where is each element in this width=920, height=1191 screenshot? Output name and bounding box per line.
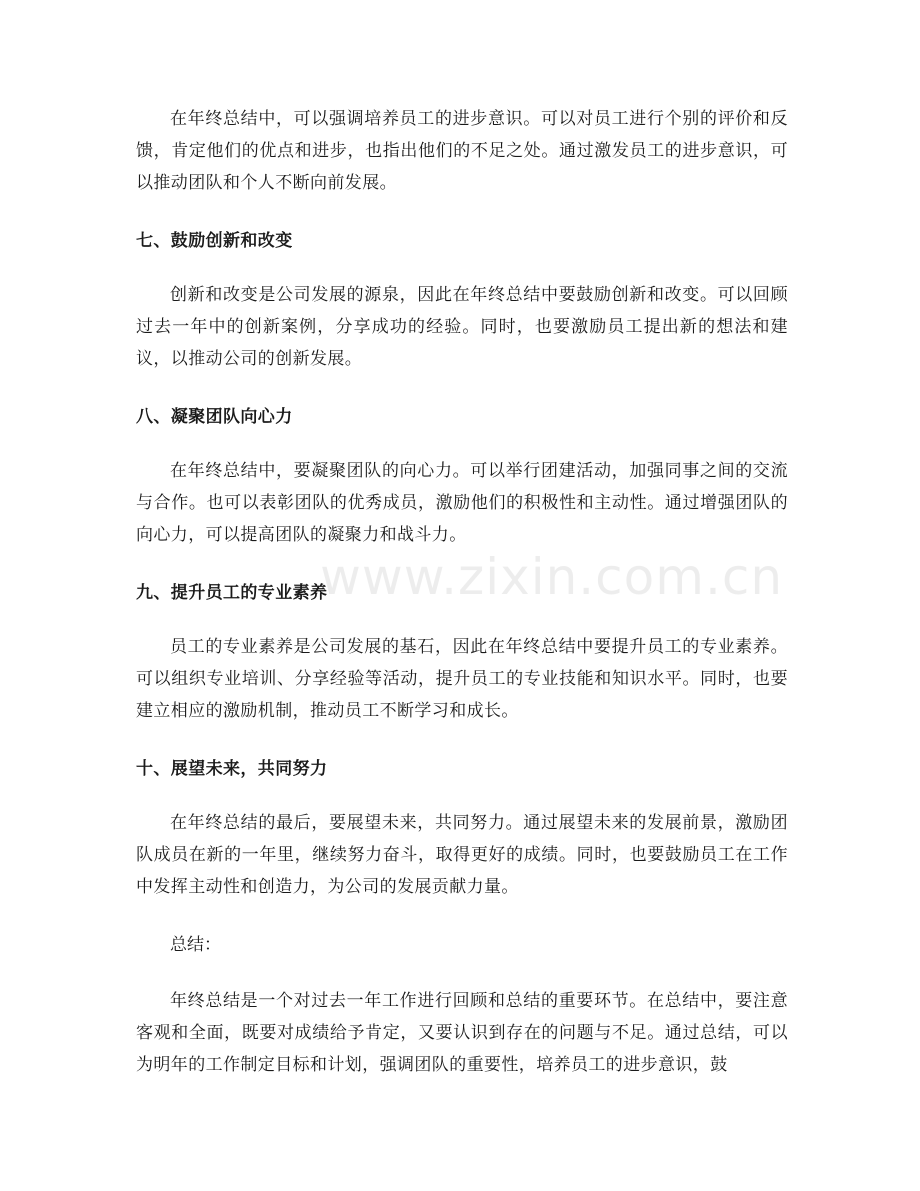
document-body — [136, 103, 788, 1107]
section-7-paragraph: 创新和改变是公司发展的源泉，因此在年终总结中要鼓励创新和改变。可以回顾过去一年中的创新案例，分享成功的经验。同时，也要激励员工提出新的想法和建议，以推动公司的创新发展。 — [136, 285, 788, 369]
watermark: www.zixin.com.cn — [320, 548, 784, 606]
summary-label: 总结： — [170, 935, 221, 955]
section-8-paragraph: 在年终总结中，要凝聚团队的向心力。可以举行团建活动，加强同事之间的交流与合作。也可以表彰团队的优秀成员，激励他们的积极性和主动性。通过增强团队的向心力，可以提高团队的凝聚力和战斗力。 — [136, 461, 788, 545]
summary-paragraph: 年终总结是一个对过去一年工作进行回顾和总结的重要环节。在总结中，要注意客观和全面，既要对成绩给予肯定，又要认识到存在的问题与不足。通过总结，可以为明年的工作制定目标和计划，强调团队的重要性，培养员工的进步意识，鼓 — [136, 991, 788, 1075]
section-10-heading: 十、展望未来，共同努力 — [136, 759, 328, 779]
section-10-paragraph: 在年终总结的最后，要展望未来，共同努力。通过展望未来的发展前景，激励团队成员在新的一年里，继续努力奋斗，取得更好的成绩。同时，也要鼓励员工在工作中发挥主动性和创造力，为公司的发展贡献力量。 — [136, 813, 788, 897]
intro-paragraph: 在年终总结中，可以强调培养员工的进步意识。可以对员工进行个别的评价和反馈，肯定他们的优点和进步，也指出他们的不足之处。通过激发员工的进步意识，可以推动团队和个人不断向前发展。 — [136, 109, 788, 193]
section-9-paragraph: 员工的专业素养是公司发展的基石，因此在年终总结中要提升员工的专业素养。可以组织专业培训、分享经验等活动，提升员工的专业技能和知识水平。同时，也要建立相应的激励机制，推动员工不断学习和成长。 — [136, 637, 788, 721]
section-7-heading: 七、鼓励创新和改变 — [136, 231, 293, 251]
section-8-heading: 八、凝聚团队向心力 — [136, 407, 293, 427]
section-9-heading: 九、提升员工的专业素养 — [136, 583, 328, 603]
